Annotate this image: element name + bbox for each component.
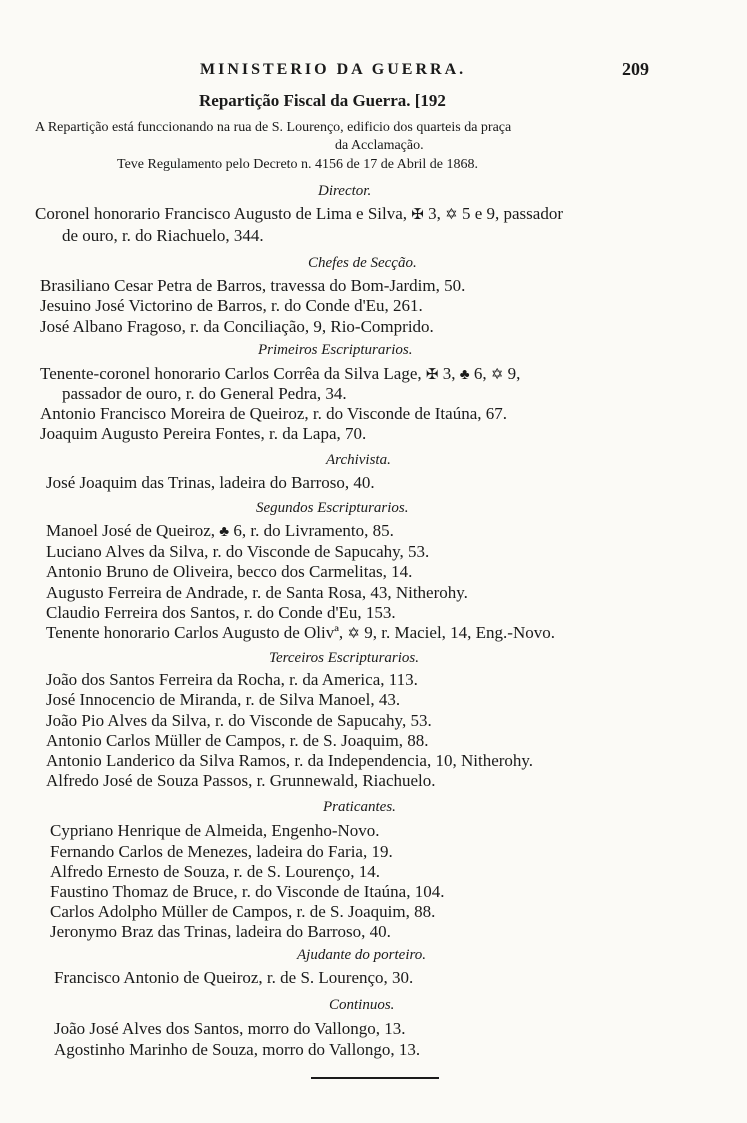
director-text: Coronel honorario Francisco Augusto de Lima e Silva, [35,204,408,223]
section-heading-ajudante: Ajudante do porteiro. [297,947,427,963]
star-order-icon: ✡ [347,626,360,643]
list-item: Claudio Ferreira dos Santos, r. do Conde d'Eu, 153. [46,603,396,622]
rose-order-icon: ♣ [219,524,230,541]
list-item: Antonio Bruno de Oliveira, becco dos Carmelitas, 14. [46,562,413,581]
star-order-icon: ✡ [445,207,458,224]
list-item: Brasiliano Cesar Petra de Barros, travessa do Bom-Jardim, 50. [40,276,466,295]
list-item: Joaquim Augusto Pereira Fontes, r. da Lapa, 70. [40,424,367,443]
intro-line-2: da Acclamação. [335,138,424,153]
list-item: José Innocencio de Miranda, r. de Silva Manoel, 43. [46,690,401,709]
list-item: João José Alves dos Santos, morro do Vallongo, 13. [54,1019,406,1038]
list-item: Antonio Francisco Moreira de Queiroz, r. do Visconde de Itaúna, 67. [40,404,507,423]
list-item: Francisco Antonio de Queiroz, r. de S. Lourenço, 30. [54,968,414,987]
section-heading-praticantes: Praticantes. [323,799,396,815]
list-item: Antonio Landerico da Silva Ramos, r. da Independencia, 10, Nitherohy. [46,751,534,770]
director-line-1: Coronel honorario Francisco Augusto de Lima e Silva, ✠ 3, ✡ 5 e 9, passador [35,204,563,224]
cross-order-icon: ✠ [425,367,439,384]
list-item: Jesuino José Victorino de Barros, r. do Conde d'Eu, 261. [40,296,423,315]
section-heading-segundos: Segundos Escripturarios. [256,500,409,516]
list-item: Luciano Alves da Silva, r. do Visconde de Sapucahy, 53. [46,542,430,561]
primeiros-line-2: passador de ouro, r. do General Pedra, 34. [62,384,347,403]
running-header: MINISTERIO DA GUERRA. [200,61,467,78]
section-heading-continuos: Continuos. [329,997,395,1013]
list-item: Antonio Carlos Müller de Campos, r. de S. Joaquim, 88. [46,731,429,750]
list-item: Cypriano Henrique de Almeida, Engenho-Novo. [50,821,380,840]
director-line-2: de ouro, r. do Riachuelo, 344. [62,226,264,245]
rose-order-icon: ♣ [459,367,470,384]
star-order-icon: ✡ [490,367,504,384]
cross-order-icon: ✠ [411,207,424,224]
list-item: João Pio Alves da Silva, r. do Visconde de Sapucahy, 53. [46,711,432,730]
list-item: Faustino Thomaz de Bruce, r. do Visconde de Itaúna, 104. [50,882,445,901]
page-title: Repartição Fiscal da Guerra. [192 [199,91,446,110]
list-item: Alfredo Ernesto de Souza, r. de S. Lourenço, 14. [50,862,380,881]
list-item: José Albano Fragoso, r. da Conciliação, 9, Rio-Comprido. [40,317,434,336]
intro-line-1: A Repartição está funccionando na rua de S. Lourenço, edificio dos quarteis da praça [35,120,512,135]
list-item: Tenente honorario Carlos Augusto de Olivª, ✡ 9, r. Maciel, 14, Eng.-Novo. [46,623,555,643]
section-heading-archivista: Archivista. [326,452,391,468]
list-item: João dos Santos Ferreira da Rocha, r. da America, 113. [46,670,418,689]
list-item: Manoel José de Queiroz, ♣ 6, r. do Livramento, 85. [46,521,394,541]
list-item: Fernando Carlos de Menezes, ladeira do Faria, 19. [50,842,393,861]
page-number: 209 [622,59,649,79]
list-item: Carlos Adolpho Müller de Campos, r. de S. Joaquim, 88. [50,902,436,921]
section-heading-primeiros: Primeiros Escripturarios. [258,342,413,358]
list-item: Agostinho Marinho de Souza, morro do Vallongo, 13. [54,1040,421,1059]
section-heading-director: Director. [318,183,372,199]
list-item: José Joaquim das Trinas, ladeira do Barroso, 40. [46,473,375,492]
section-heading-chefes: Chefes de Secção. [308,255,417,271]
primeiros-line-1: Tenente-coronel honorario Carlos Corrêa da Silva Lage, ✠ 3, ♣ 6, ✡ 9, [40,364,521,384]
list-item: Jeronymo Braz das Trinas, ladeira do Barroso, 40. [50,922,391,941]
list-item: Augusto Ferreira de Andrade, r. de Santa Rosa, 43, Nitherohy. [46,583,468,602]
intro-line-3: Teve Regulamento pelo Decreto n. 4156 de 17 de Abril de 1868. [117,157,478,172]
section-heading-terceiros: Terceiros Escripturarios. [269,650,420,666]
closing-rule [311,1077,439,1079]
list-item: Alfredo José de Souza Passos, r. Grunnewald, Riachuelo. [46,771,436,790]
